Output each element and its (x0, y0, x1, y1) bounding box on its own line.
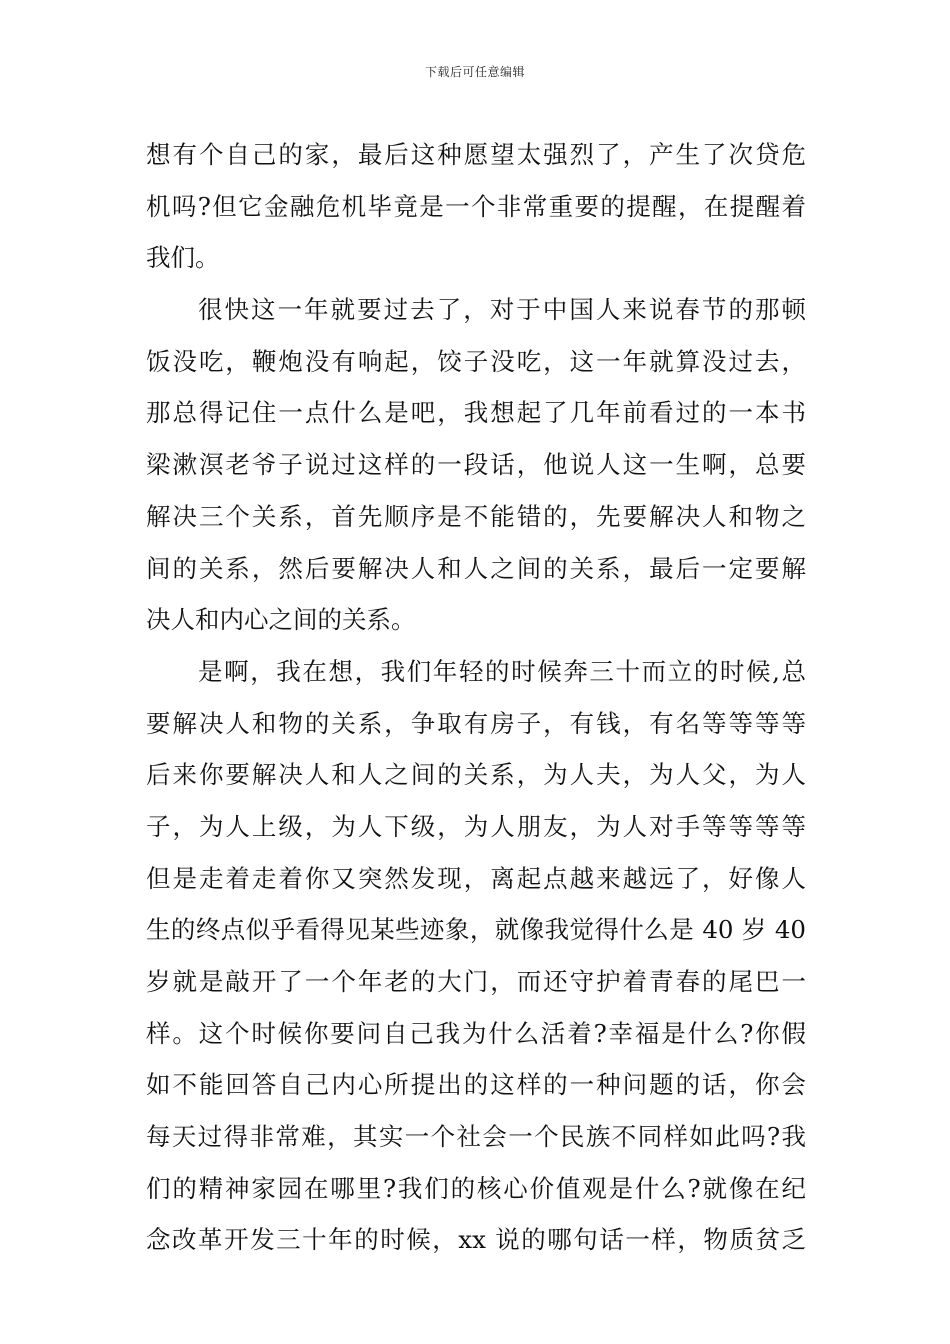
text-line: 很快这一年就要过去了，对于中国人来说春节的那顿 (198, 295, 806, 325)
text-line: 那总得记住一点什么是吧，我想起了几年前看过的一本书 (146, 398, 806, 428)
text-line: 间的关系，然后要解决人和人之间的关系，最后一定要解 (146, 553, 806, 583)
document-body (146, 129, 806, 1266)
text-line: 念改革开发三十年的时候，xx 说的哪句话一样，物质贫乏 (146, 1225, 806, 1255)
text-line: 生的终点似乎看得见某些迹象，就像我觉得什么是 40 岁 40 (146, 915, 806, 945)
text-line: 想有个自己的家，最后这种愿望太强烈了，产生了次贷危 (146, 140, 806, 169)
text-line: 要解决人和物的关系，争取有房子，有钱，有名等等等等 (146, 708, 806, 738)
text-line: 岁就是敲开了一个年老的大门，而还守护着青春的尾巴一 (146, 967, 806, 996)
paragraph (146, 646, 806, 1266)
text-line: 但是走着走着你又突然发现，离起点越来越远了，好像人 (146, 863, 806, 893)
text-line: 子，为人上级，为人下级，为人朋友，为人对手等等等等 (146, 811, 806, 841)
page-header: 下载后可任意编辑 (424, 65, 525, 79)
text-line: 决人和内心之间的关系。 (146, 605, 416, 635)
text-line: 后来你要解决人和人之间的关系，为人夫，为人父，为人 (146, 760, 806, 790)
text-line: 我们。 (146, 243, 220, 273)
paragraph (146, 129, 806, 284)
text-line: 梁漱溟老爷子说过这样的一段话，他说人这一生啊，总要 (146, 450, 806, 480)
text-line: 样。这个时候你要问自己我为什么活着?幸福是什么?你假 (146, 1018, 806, 1048)
text-line: 每天过得非常难，其实一个社会一个民族不同样如此吗?我 (146, 1122, 806, 1152)
text-line: 如不能回答自己内心所提出的这样的一种问题的话，你会 (146, 1070, 806, 1100)
text-line: 是啊，我在想，我们年轻的时候奔三十而立的时候,总 (198, 656, 806, 686)
text-line: 饭没吃，鞭炮没有响起，饺子没吃，这一年就算没过去， (146, 346, 806, 376)
text-line: 解决三个关系，首先顺序是不能错的，先要解决人和物之 (146, 501, 806, 531)
text-line: 机吗?但它金融危机毕竟是一个非常重要的提醒，在提醒着 (146, 191, 806, 221)
paragraph (146, 284, 806, 646)
text-line: 们的精神家园在哪里?我们的核心价值观是什么?就像在纪 (146, 1173, 806, 1203)
